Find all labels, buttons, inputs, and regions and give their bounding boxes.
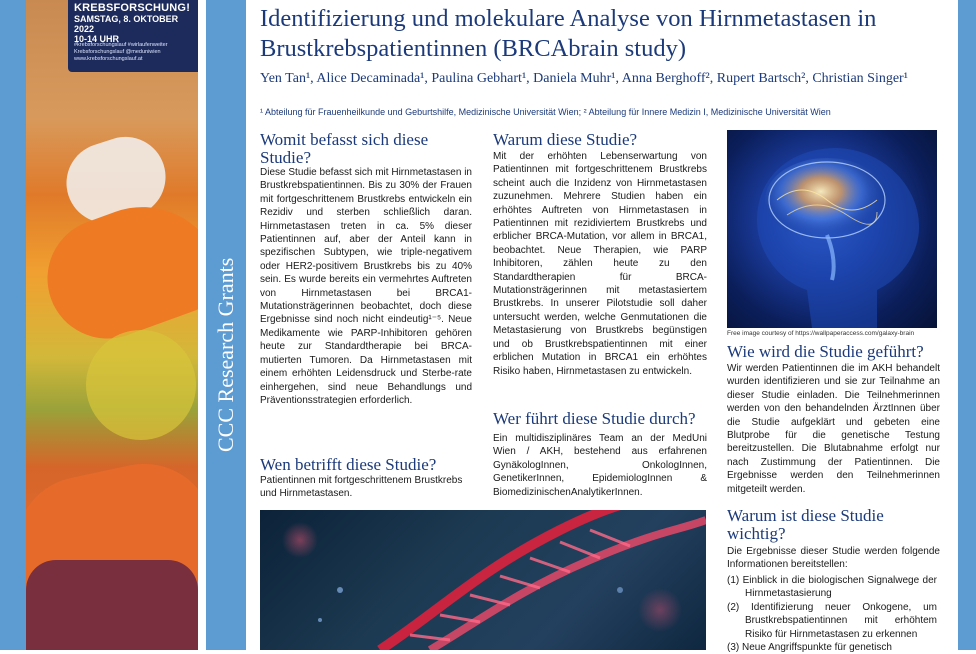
heading-warum: Warum diese Studie? (493, 130, 638, 149)
image-caption: Free image courtesy of https://wallpaperaccess.com/galaxy-brain (727, 330, 915, 337)
glowing-brain-graphic (727, 130, 937, 328)
running-shoes-photo (26, 0, 198, 650)
dna-image (260, 510, 706, 650)
brain-image (727, 130, 937, 328)
left-edge-band (0, 0, 26, 650)
body-wichtig-intro: Die Ergebnisse dieser Studie werden folgende Informationen bereitstellen: (727, 546, 940, 571)
poster-title: Identifizierung und molekulare Analyse von Hirnmetastasen in Brustkrebspatientinnen (BRCAbrain study) (260, 5, 877, 62)
event-banner (68, 0, 198, 72)
importance-list (727, 574, 937, 654)
body-wer: Ein multidisziplinäres Team an der MedUni Wien / AKH, bestehend aus erfahrenen GynäkologInnen, OnkologInnen, GenetikerInnen, EpidemiologInnen & BiomedizinischenAnalytikerInnen. (493, 433, 707, 498)
heading-wen: Wen betrifft diese Studie? (260, 455, 437, 474)
right-edge-band (958, 0, 976, 650)
side-label: CCC Research Grants (213, 257, 238, 452)
body-wen: Patientinnen mit fortgeschrittenem Brustkrebs und Hirnmetastasen. (260, 475, 463, 500)
dna-helix-graphic (260, 510, 706, 650)
heading-wer: Wer führt diese Studie durch? (493, 409, 696, 428)
body-womit: Diese Studie befasst sich mit Hirnmetastasen in Brustkrebspatientinnen. Bis zu 30% der Frauen mit fortgeschrittenem Brustkrebs entwickeln ein Rezidiv und sterben schließlich daran. Hirnmetastasen treten in ca. 5% dieser Patientinnen auf, aber der Anteil kann in spezifischen Subtypen, wie triple-negativem oder HER2-positivem Brustkrebs bis zu 40% sein. Es wurde bereits ein vermehrtes Auftreten von Hirnmetastasen bei BRCA1-Mutationsträgerinnen beobachtet, doch diese Ergebnisse sind noch nicht eindeutig¹⁻⁵. Neue Medikamente wie PARP-Inhibitoren gehören heute zur Standardtherapie bei BRCA-mutierten Tumoren. Da Hirnmetastasen mit einem erhöhten Leidensdruck und Sterbe-rate einhergehen, sind neue Behandlungs und Präventionsstrategien erforderlich. (260, 167, 472, 406)
banner-tags: #krebsforschungslauf #wirlaufenweiter Krebsforschungslauf @meduniwien www.krebsforschungslauf.at (74, 42, 168, 62)
heading-womit: Womit befasst sich diese Studie? (260, 130, 429, 167)
heading-wie: Wie wird die Studie geführt? (727, 342, 924, 361)
body-warum: Mit der erhöhten Lebenserwartung von Patientinnen mit fortgeschrittenem Brustkrebs scheint auch die Inzidenz von Hirnmetastasen zuzunehmen. Mehrere Studien haben ein erhöhtes Auftreten von Hirnmetastasen in Patientinnen mit rezidiviertem Brustkrebs und erblicher BRCA-Mutation, vor allem in BRCA1, beobachtet. Neue Therapien, wie PARP Inhibitoren, zählen heute zu den Standardtherapien für BRCA-Mutationsträgerinnen mit metastasiertem Brustkrebs. In unserer Pilotstudie soll daher untersucht werden, welche Genmutationen die Metastasierung von Brustkrebs begünstigen und ob Brustkrebspatientinnen mit einer erblichen Mutation in BRCA1 ein erhöhtes Risiko haben, Hirnmetastasen zu entwickeln. (493, 151, 707, 377)
banner-date: SAMSTAG, 8. OKTOBER 2022 10-14 UHR (74, 14, 179, 44)
list-item: (2) Identifizierung neuer Onkogene, um Brustkrebspatientinnen mit erhöhtem Risiko für Hirnmetastasen zu erkennen (727, 601, 937, 640)
body-wie: Wir werden Patientinnen die im AKH behandelt wurden identifizieren und sie zur Teilnahme an dieser Studie einladen. Die Teilnehmerinnen werden von den behandelnden ÄrztInnen über die Studie aufgeklärt und gebeten eine Blutprobe für die genetische Testung bereitzustellen. Die Blutabnahme erfolgt nur nach Zustimmung der Patientinnen. Die Ergebnisse werden den Teilnehmerinnen mitgeteilt werden. (727, 363, 940, 495)
affiliations: ¹ Abteilung für Frauenheilkunde und Geburtshilfe, Medizinische Universität Wien; ² Abteilung für Innere Medizin I, Medizinische Universität Wien (260, 107, 831, 117)
list-item: (3) Neue Angriffspunkte für genetisch (727, 642, 892, 654)
heading-wichtig: Warum ist diese Studie wichtig? (727, 506, 884, 543)
authors: Yen Tan¹, Alice Decaminada¹, Paulina Gebhart¹, Daniela Muhr¹, Anna Berghoff², Rupert Bartsch², Christian Singer¹ (260, 71, 908, 86)
banner-title: KREBSFORSCHUNG! (74, 2, 191, 14)
list-item: (1) Einblick in die biologischen Signalwege der Hirnmetastasierung (727, 575, 937, 600)
